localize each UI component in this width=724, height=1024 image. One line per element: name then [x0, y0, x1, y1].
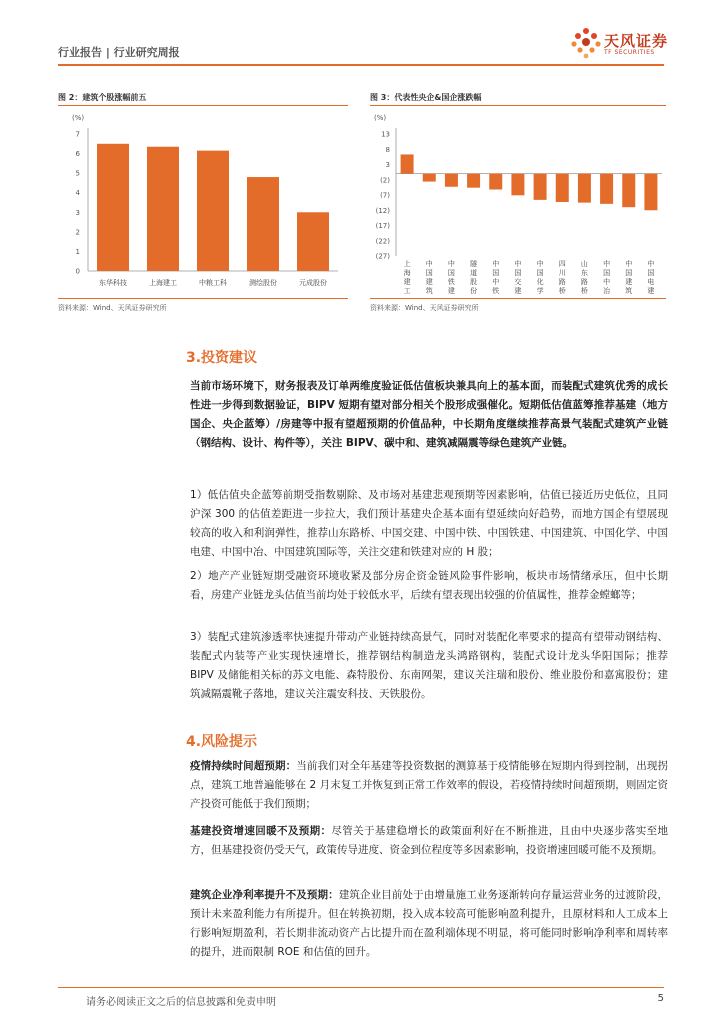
fig3-ytick: 13	[381, 130, 390, 139]
fig2-top-rule	[58, 105, 348, 106]
fig3-bar	[556, 174, 569, 202]
fig3-source: 资料来源：Wind、天风证券研究所	[370, 304, 479, 312]
page-number: 5	[657, 993, 664, 1004]
section3-title: 3.投资建议	[186, 350, 258, 366]
fig2-ytick: 5	[75, 169, 80, 178]
fig3-bar	[489, 174, 502, 190]
fig3-ytick: (27)	[375, 252, 390, 261]
fig3-xtick: 山东路桥	[580, 260, 588, 295]
fig3-xtick: 中国中冶	[603, 260, 611, 295]
fig2-bar	[247, 177, 279, 271]
fig3-ytick: (17)	[375, 222, 390, 230]
fig3-xtick: 中国交建	[514, 260, 522, 295]
fig3-xtick: 四川路桥	[558, 260, 566, 295]
fig2-title: 图 2：建筑个股涨幅前五	[58, 93, 147, 102]
fig2-unit-label: (%)	[72, 114, 85, 122]
risk-3	[190, 886, 668, 962]
fig3-bar	[644, 174, 657, 211]
fig3-bar	[600, 174, 613, 204]
fig3-ytick: (2)	[380, 176, 390, 185]
fig3-xtick: 中国化学	[536, 260, 544, 295]
fig3-bottom-rule	[370, 298, 666, 299]
risk-1-body: 当前我们对全年基建等投资数据的测算基于疫情能够在短期内得到控制，出现拐点，建筑工地普遍能够在 2 月末复工并恢复到正常工作效率的假设，若疫情持续时间超预期，则固定资产投资可能低于我们预期；	[190, 760, 668, 810]
risk-1	[190, 757, 668, 814]
fig3-ytick: (22)	[375, 237, 390, 246]
fig2-bar	[147, 147, 179, 271]
fig2-bar	[197, 151, 229, 271]
brand-logo-icon	[570, 26, 602, 62]
fig2-chart	[58, 108, 348, 298]
risk-2	[190, 822, 668, 860]
fig3-bar	[578, 174, 591, 203]
section3-point1: 1）低估值央企蓝筹前期受指数剔除、及市场对基建悲观预期等因素影响，估值已接近历史低位，且同沪深 300 的估值差距进一步拉大，我们预计基建央企基本面有望延续向好趋势，而地方国企有望展现较高的收入和利润弹性，推荐山东路桥、中国交建、中国中铁、中国铁建、中国建筑、中国化学、中国电建、中国中冶、中国建筑国际等，关注交建和铁建对应的 H 股；	[190, 489, 668, 558]
fig3-xtick: 中国中铁	[492, 260, 500, 295]
fig2-xtick: 中粮工科	[199, 279, 227, 287]
fig2-ytick: 1	[75, 247, 80, 256]
fig3-ytick: 3	[385, 161, 390, 169]
fig3-xtick: 上海建工	[403, 260, 411, 295]
fig3-unit-label: (%)	[374, 114, 387, 122]
header-divider	[58, 64, 664, 66]
fig3-chart	[370, 108, 666, 298]
section3-point2: 2）地产产业链短期受融资环境收紧及部分房企资金链风险事件影响，板块市场情绪承压，但中长期看，房建产业链龙头估值当前均处于较低水平，后续有望表现出较强的价值属性，推荐金螳螂等；	[190, 570, 668, 601]
fig2-ytick: 6	[75, 150, 80, 159]
fig3-bar	[445, 174, 458, 187]
fig3-bar	[534, 174, 547, 200]
footer-divider	[58, 987, 664, 988]
fig2-xtick: 上海建工	[149, 279, 177, 287]
fig2-source: 资料来源：Wind、天风证券研究所	[58, 304, 167, 312]
brand-sub: TF SECURITIES	[604, 49, 655, 56]
fig2-ytick: 7	[75, 130, 80, 139]
risk-2-body: 尽管关于基建稳增长的政策面利好在不断推进，且由中央逐步落实至地方，但基建投资仍受天气，政策传导进度、资金到位程度等多因素影响，投资增速回暖可能不及预期。	[190, 825, 669, 856]
fig3-bar	[401, 154, 414, 173]
fig2-xtick: 测绘股份	[249, 279, 277, 287]
section3-point3: 3）装配式建筑渗透率快速提升带动产业链持续高景气，同时对装配化率要求的提高有望带动钢结构、装配式内装等产业实现快速增长，推荐钢结构制造龙头鸿路钢构，装配式设计龙头华阳国际；推荐 BIPV 及储能相关标的苏文电能、森特股份、东南网架，建议关注瑞和股份、维业股份和嘉寓股份；建筑减隔震靴子落地，建议关注震安科技、天铁股份。	[190, 631, 668, 700]
fig2-xtick: 东华科技	[99, 279, 127, 287]
risk-3-body: 建筑企业目前处于由增量施工业务逐渐转向存量运营业务的过渡阶段，预计未来盈利能力有所提升。但在转换初期，投入成本较高可能影响盈利提升，且原材料和人工成本上行影响短期盈利，若长期非流动资产占比提升而在盈利端体现不明显，将可能同时影响净利率和周转率的提升，进而限制 ROE 和估值的回升。	[190, 889, 668, 958]
fig2-xtick: 元成股份	[299, 279, 327, 287]
fig3-xtick: 中国建筑	[625, 260, 633, 295]
fig2-ytick: 0	[75, 267, 80, 276]
fig3-xtick: 隧道股份	[470, 260, 478, 295]
fig3-xtick: 中国铁建	[447, 260, 455, 295]
section3-summary: 当前市场环境下，财务报表及订单两维度验证低估值板块兼具向上的基本面，而装配式建筑优秀的成长性进一步得到数据验证，BIPV 短期有望对部分相关个股形成强催化。短期低估值蓝筹推荐基建（地方国企、央企蓝筹）/房建等中报有望超预期的价值品种，中长期角度继续推荐高景气装配式建筑产业链（钢结构、设计、构件等），关注 BIPV、碳中和、建筑减隔震等绿色建筑产业链。	[190, 380, 668, 449]
fig3-ytick: (7)	[380, 191, 390, 200]
section4-title: 4.风险提示	[186, 734, 258, 750]
fig3-bar	[622, 174, 635, 208]
fig3-bar	[511, 174, 524, 196]
fig3-bar	[423, 174, 436, 182]
fig2-bar	[97, 144, 129, 271]
fig2-ytick: 3	[75, 208, 80, 217]
risk-1-head: 疫情持续时间超预期：	[190, 760, 297, 772]
fig3-xtick: 中国建筑	[425, 260, 433, 295]
fig2-bar	[297, 212, 329, 271]
fig3-ytick: (12)	[375, 206, 390, 215]
fig3-xtick: 中国电建	[647, 260, 655, 295]
fig2-bottom-rule	[58, 298, 348, 299]
footer-disclaimer: 请务必阅读正文之后的信息披露和免责申明	[86, 997, 276, 1008]
risk-3-head: 建筑企业净利率提升不及预期：	[190, 889, 339, 901]
fig3-bar	[467, 174, 480, 188]
fig3-top-rule	[370, 105, 666, 106]
fig2-ytick: 2	[75, 228, 80, 237]
brand-name: 天风证券	[604, 32, 669, 50]
brand-logo	[570, 24, 680, 64]
risk-2-head: 基建投资增速回暖不及预期：	[190, 825, 332, 837]
fig2-ytick: 4	[75, 189, 80, 198]
fig3-title: 图 3：代表性央企&国企涨跌幅	[370, 93, 482, 102]
report-header: 行业报告 | 行业研究周报	[58, 46, 180, 59]
fig3-ytick: 8	[385, 145, 390, 154]
